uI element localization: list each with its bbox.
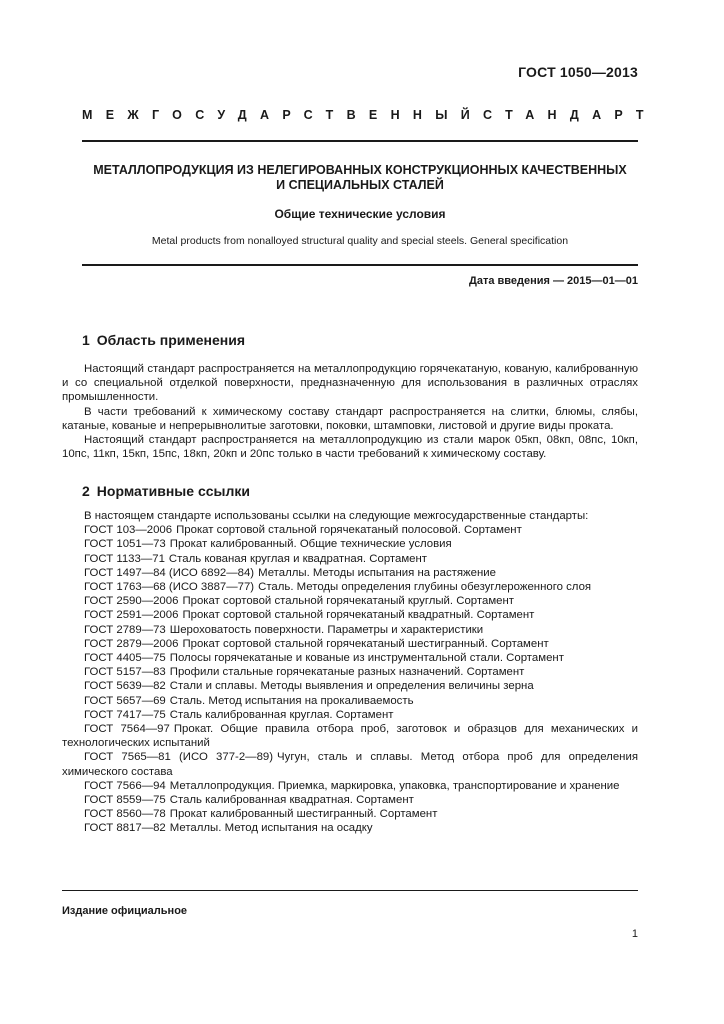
reference-item	[62, 722, 638, 750]
title-divider	[82, 264, 638, 266]
reference-item	[62, 523, 638, 537]
reference-title: Чугун, сталь и сплавы. Метод отбора проб для определения химического состава	[62, 751, 638, 778]
reference-title: Шероховатость поверхности. Параметры и характеристики	[169, 623, 484, 636]
paragraph: Настоящий стандарт распространяется на металлопродукцию горячекатаную, кованую, калиброванную и со специальной отделкой поверхности, предназначенную для использования в различных отраслях промышленности.	[62, 363, 638, 404]
reference-title: Металлы. Методы испытания на растяжение	[258, 566, 496, 579]
reference-item	[62, 793, 638, 807]
reference-item	[62, 665, 638, 679]
reference-code: ГОСТ 103—2006	[84, 524, 173, 537]
document-subtitle: Общие технические условия	[274, 207, 446, 221]
reference-code: ГОСТ 2590—2006	[84, 595, 179, 608]
reference-code: ГОСТ 1497—84 (ИСО 6892—84)	[84, 566, 255, 579]
reference-code: ГОСТ 7417—75	[84, 708, 166, 721]
reference-code: ГОСТ 5157—83	[84, 666, 166, 679]
reference-title: Профили стальные горячекатаные разных назначений. Сортамент	[169, 666, 525, 679]
reference-title: Сталь калиброванная круглая. Сортамент	[169, 708, 394, 721]
reference-title: Стали и сплавы. Методы выявления и определения величины зерна	[169, 680, 534, 693]
reference-item	[62, 694, 638, 708]
reference-title: Прокат калиброванный шестигранный. Сортамент	[169, 808, 438, 821]
official-edition-label: Издание официальное	[62, 905, 188, 917]
section-2-heading	[82, 483, 250, 499]
reference-code: ГОСТ 2879—2006	[84, 637, 179, 650]
document-title	[82, 163, 638, 193]
document-title-line2: И СПЕЦИАЛЬНЫХ СТАЛЕЙ	[276, 178, 444, 192]
reference-code: ГОСТ 7564—97	[84, 723, 170, 736]
page-number: 1	[631, 928, 638, 940]
reference-item	[62, 552, 638, 566]
reference-item	[62, 580, 638, 594]
gost-code: ГОСТ 1050—2013	[518, 64, 638, 80]
reference-item	[62, 708, 638, 722]
paragraph: Настоящий стандарт распространяется на металлопродукцию из стали марок 05кп, 08кп, 08пс, 10кп, 10пс, 11кп, 15кп, 15пс, 18кп, 20кп и 20пс только в части требований к химическому составу.	[62, 434, 638, 461]
english-title: Metal products from nonalloyed structural quality and special steels. General specification	[151, 235, 569, 247]
interstate-standard-line	[82, 108, 657, 122]
reference-code: ГОСТ 4405—75	[84, 652, 166, 665]
reference-item	[62, 807, 638, 821]
interstate-word: МЕЖГОСУДАРСТВЕННЫЙ	[82, 108, 484, 122]
reference-title: Металлопродукция. Приемка, маркировка, упаковка, транспортирование и хранение	[169, 779, 620, 792]
reference-item	[62, 651, 638, 665]
introduction-date: Дата введения — 2015—01—01	[469, 275, 638, 287]
reference-code: ГОСТ 1763—68 (ИСО 3887—77)	[84, 581, 255, 594]
reference-code: ГОСТ 1133—71	[84, 552, 165, 565]
reference-code: ГОСТ 8560—78	[84, 808, 166, 821]
reference-item	[62, 537, 638, 551]
reference-item	[62, 594, 638, 608]
reference-title: Полосы горячекатаные и кованые из инструментальной стали. Сортамент	[169, 652, 564, 665]
section-number: 2	[82, 483, 90, 499]
section-title: Нормативные ссылки	[96, 483, 250, 499]
reference-code: ГОСТ 5657—69	[84, 694, 166, 707]
reference-code: ГОСТ 1051—73	[84, 538, 166, 551]
reference-title: Сталь. Методы определения глубины обезуглероженного слоя	[258, 581, 592, 594]
reference-title: Прокат калиброванный. Общие технические условия	[169, 538, 452, 551]
reference-title: Сталь кованая круглая и квадратная. Сортамент	[168, 552, 428, 565]
reference-code: ГОСТ 7565—81 (ИСО 377-2—89)	[84, 751, 274, 764]
reference-item	[62, 750, 638, 778]
reference-item	[62, 566, 638, 580]
reference-title: Прокат сортовой стальной горячекатаный круглый. Сортамент	[182, 595, 514, 608]
paragraph: В части требований к химическому составу стандарт распространяется на слитки, блюмы, слябы, катаные, кованые и непрерывнолитые заготовки, поковки, штамповки, листовой и другие виды проката.	[62, 405, 638, 432]
section-title: Область применения	[96, 332, 246, 348]
reference-item	[62, 623, 638, 637]
standard-word: СТАНДАРТ	[483, 108, 657, 122]
reference-title: Прокат сортовой стальной горячекатаный квадратный. Сортамент	[182, 609, 535, 622]
reference-title: Прокат сортовой стальной горячекатаный полосовой. Сортамент	[176, 524, 522, 537]
footer-divider	[62, 890, 638, 891]
reference-item	[62, 821, 638, 835]
reference-code: ГОСТ 2591—2006	[84, 609, 179, 622]
reference-title: Прокат сортовой стальной горячекатаный шестигранный. Сортамент	[182, 637, 549, 650]
reference-title: Прокат. Общие правила отбора проб, заготовок и образцов для механических и технологических испытаний	[62, 723, 639, 750]
reference-title: Сталь. Метод испытания на прокаливаемость	[169, 694, 414, 707]
section-number: 1	[82, 332, 90, 348]
top-divider	[82, 140, 638, 142]
reference-item	[62, 608, 638, 622]
reference-item	[62, 679, 638, 693]
reference-code: ГОСТ 2789—73	[84, 623, 166, 636]
reference-item	[62, 779, 638, 793]
references-intro: В настоящем стандарте использованы ссылки на следующие межгосударственные стандарты:	[84, 510, 589, 522]
reference-title: Металлы. Метод испытания на осадку	[169, 822, 373, 835]
section-1-body	[62, 362, 638, 461]
section-1-heading	[82, 332, 245, 348]
reference-item	[62, 637, 638, 651]
document-title-line1: МЕТАЛЛОПРОДУКЦИЯ ИЗ НЕЛЕГИРОВАННЫХ КОНСТРУКЦИОННЫХ КАЧЕСТВЕННЫХ	[93, 163, 627, 177]
section-2-body	[62, 509, 638, 836]
reference-code: ГОСТ 7566—94	[84, 779, 166, 792]
reference-code: ГОСТ 8817—82	[84, 822, 166, 835]
reference-code: ГОСТ 5639—82	[84, 680, 166, 693]
reference-code: ГОСТ 8559—75	[84, 794, 166, 807]
reference-title: Сталь калиброванная квадратная. Сортамент	[169, 794, 414, 807]
